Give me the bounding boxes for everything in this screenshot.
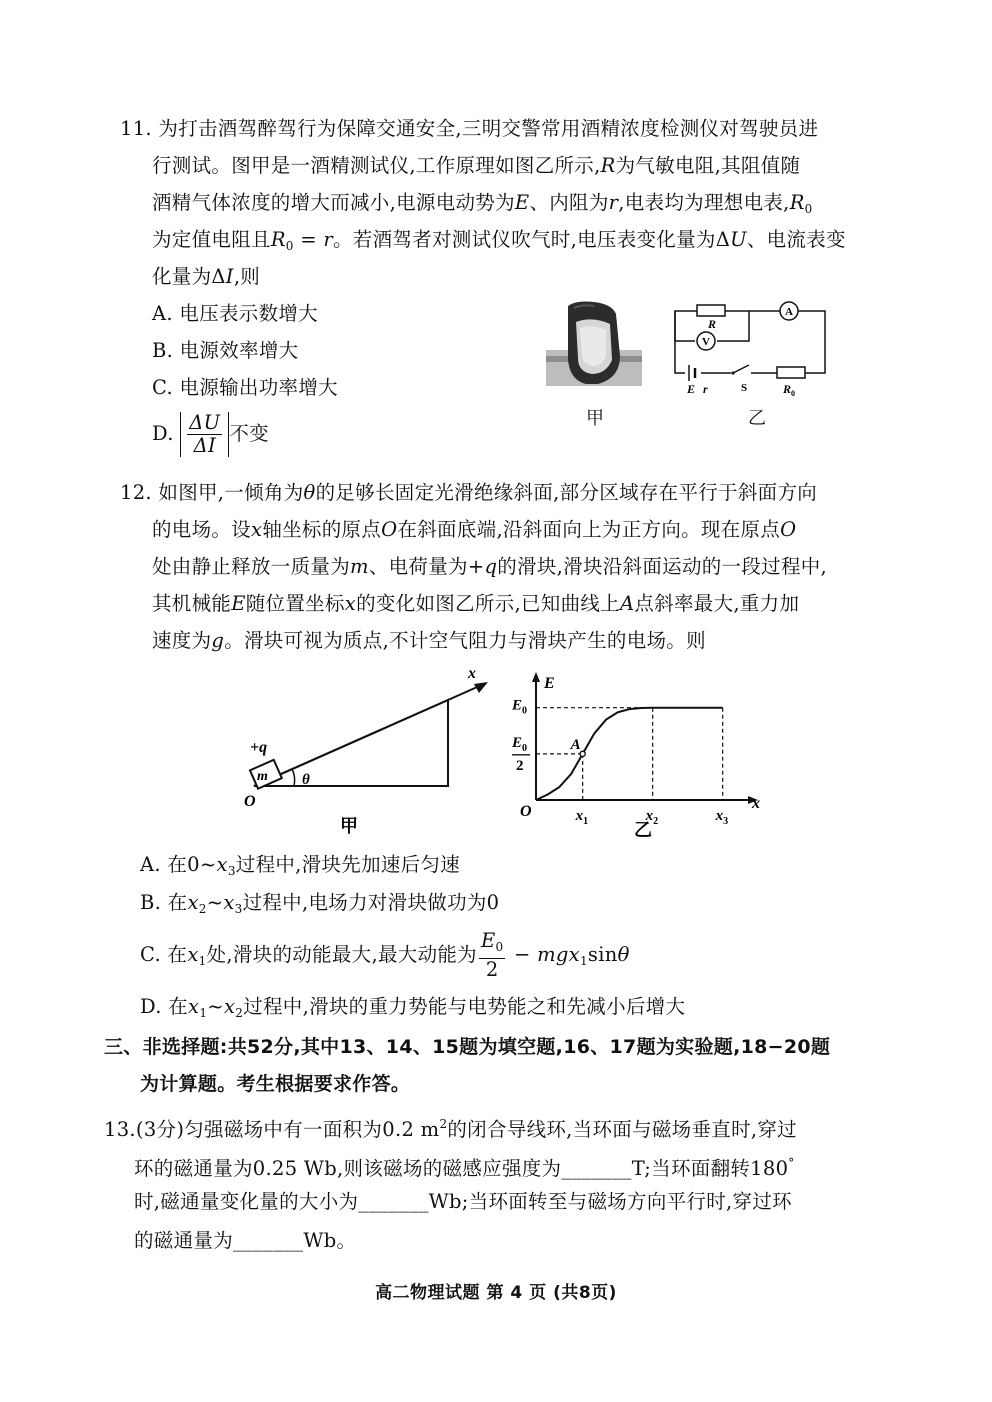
x-tick-label-3: $x_3$ — [715, 808, 729, 827]
y-axis-arrow — [532, 672, 540, 682]
label-s: S — [741, 382, 748, 394]
circuit-diagram — [665, 293, 835, 403]
label-q: +q — [250, 739, 268, 756]
q11-line-2: 行测试。图甲是一酒精测试仪,工作原理如图乙所示,R为气敏电阻,其阻值随 — [152, 154, 801, 177]
q11-option-b: B. 电源效率增大 — [152, 339, 299, 362]
incline-diagram — [240, 664, 500, 844]
y-axis-label: E — [544, 675, 555, 692]
q12-option-b: B. 在$x_2\sim x_3$过程中,电场力对滑块做功为0 — [140, 891, 500, 916]
q12-option-d: D. 在$x_1\sim x_2$过程中,滑块的重力势能与电势能之和先减小后增大 — [140, 995, 686, 1020]
q12-line-2: 的电场。设x轴坐标的原点O在斜面底端,沿斜面向上为正方向。现在原点O — [152, 518, 797, 541]
chart-caption: 乙 — [634, 820, 652, 840]
breathalyzer-photo — [546, 300, 642, 386]
point-a-label: A — [570, 736, 581, 753]
label-a: A — [785, 306, 793, 318]
section-3-heading-line-2: 为计算题。考生根据要求作答。 — [140, 1073, 411, 1095]
q12-line-4: 其机械能E随位置坐标x的变化如图乙所示,已知曲线上A点斜率最大,重力加 — [152, 592, 800, 615]
incline-caption: 甲 — [340, 816, 358, 836]
origin-label: O — [520, 803, 532, 820]
x-axis-incline — [254, 684, 484, 786]
label-theta: θ — [302, 772, 310, 788]
label-m: m — [257, 769, 268, 784]
q11-option-c: C. 电源输出功率增大 — [152, 376, 338, 399]
label-r: R — [708, 317, 717, 331]
y-tick-denominator: 2 — [516, 757, 524, 774]
y-tick-label-e0: $E_0$ — [512, 697, 528, 717]
q13-line-4: 的磁通量为_______Wb。 — [134, 1229, 357, 1252]
energy-chart — [508, 666, 758, 844]
q13-line-1: 13.(3分)匀强磁场中有一面积为0.2 $m^2$的闭合导线环,当环面与磁场垂直时,穿过 — [104, 1117, 797, 1141]
q12-option-a: A. 在$0\sim x_3$过程中,滑块先加速后匀速 — [140, 853, 461, 878]
q11-line-3: 酒精气体浓度的增大而减小,电源电动势为E、内阻为r,电表均为理想电表$,R_0$ — [152, 191, 813, 216]
q11-line-5: 化量为ΔI,则 — [152, 265, 261, 288]
q11-line-4: 为定值电阻且$R_0 = r$。若酒驾者对测试仪吹气时,电压表变化量为ΔU、电流表变 — [152, 228, 846, 253]
x-tick-label-2: $x_2$ — [645, 808, 659, 827]
resistor-r0 — [777, 367, 805, 378]
q12-line-3: 处由静止释放一质量为m、电荷量为+q的滑块,滑块沿斜面运动的一段过程中, — [152, 555, 828, 578]
label-internal-r: r — [703, 382, 708, 396]
x-axis-label: x — [752, 795, 760, 812]
q12-option-c: C. 在$x_1$处,滑块的动能最大,最大动能为 $\frac{E_0}{2}$ − mgx$_1$sinθ — [140, 929, 630, 981]
q13-line-2: 环的磁通量为0.25 Wb,则该磁场的磁感应强度为_______T;当环面翻转180° — [134, 1156, 795, 1180]
q11-option-a: A. 电压表示数增大 — [152, 302, 318, 325]
label-e: E — [687, 382, 696, 396]
q11-line-1: 11. 为打击酒驾醉驾行为保障交通安全,三明交警常用酒精浓度检测仪对驾驶员进 — [120, 117, 819, 140]
q11-option-d: D. $\frac{\Delta U}{\Delta I}$ 不变 — [152, 411, 269, 457]
page-footer: 高二物理试题 第 4 页 (共8页) — [375, 1283, 617, 1303]
label-o-incline: O — [244, 793, 256, 810]
q12-line-5: 速度为g。滑块可视为质点,不计空气阻力与滑块产生的电场。则 — [152, 629, 706, 652]
label-r0: $R_0$ — [783, 382, 796, 398]
point-a-marker — [580, 751, 585, 756]
y-tick-label-half-e0: $E_0$ — [512, 734, 528, 754]
resistor-r — [697, 305, 725, 316]
angle-arc — [292, 769, 295, 786]
x-tick-label-1: $x_1$ — [575, 808, 589, 827]
q12-line-1: 12. 如图甲,一倾角为θ的足够长固定光滑绝缘斜面,部分区域存在平行于斜面方向 — [120, 481, 818, 504]
photo-caption: 甲 — [586, 408, 604, 429]
abs-fraction: $\frac{\Delta U}{\Delta I}$ — [180, 412, 229, 457]
circuit-caption: 乙 — [748, 408, 766, 429]
q13-line-3: 时,磁通量变化量的大小为_______Wb;当环面转至与磁场方向平行时,穿过环 — [134, 1190, 792, 1213]
section-3-heading: 三、非选择题:共52分,其中13、14、15题为填空题,16、17题为实验题,18−20题 — [104, 1036, 831, 1058]
label-v: V — [702, 336, 710, 348]
label-x-incline: x — [468, 665, 476, 682]
